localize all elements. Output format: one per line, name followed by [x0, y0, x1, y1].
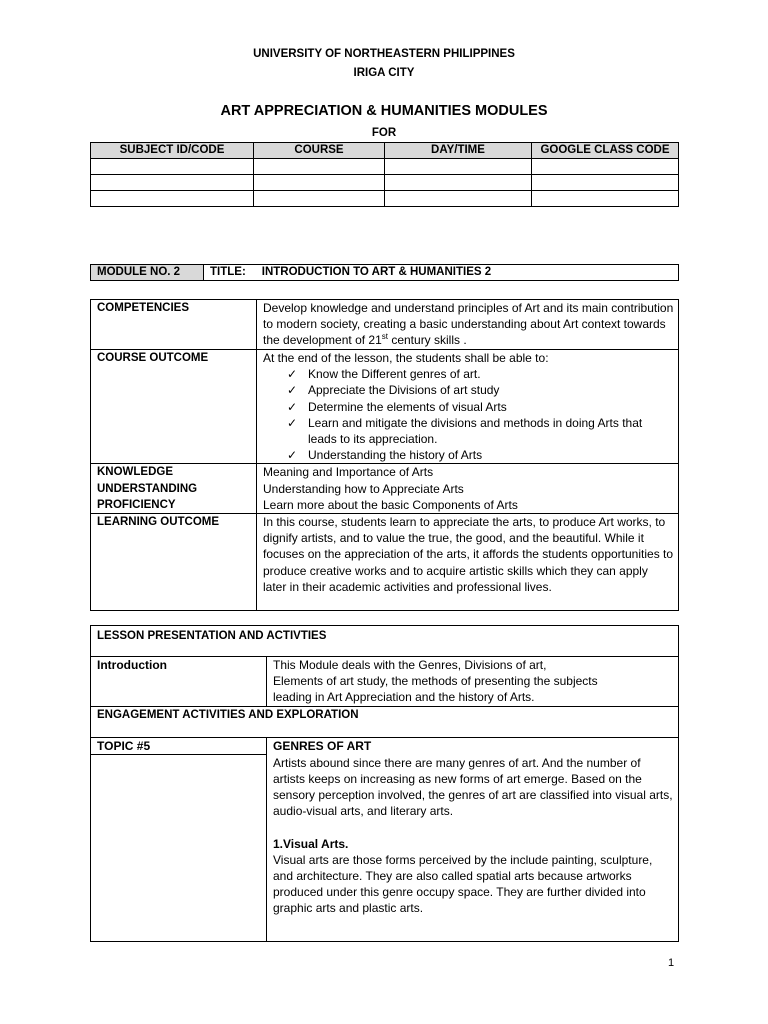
document-title: ART APPRECIATION & HUMANITIES MODULES — [220, 103, 548, 119]
introduction-line: leading in Art Appreciation and the history of Arts. — [273, 690, 535, 705]
list-item-text: Learn and mitigate the divisions and methods in doing Arts that leads to its appreciation. — [308, 415, 643, 447]
paragraph-spacer — [273, 820, 674, 836]
subject-id-cell[interactable] — [91, 175, 254, 191]
course-header: COURSE — [254, 143, 385, 159]
subject-id-cell[interactable] — [91, 191, 254, 207]
subject-header-row — [91, 143, 679, 159]
day-time-header: DAY/TIME — [385, 143, 532, 159]
engagement-row — [91, 707, 679, 738]
competencies-text-b: century skills . — [388, 333, 467, 348]
subject-info-table — [90, 142, 679, 207]
list-item — [287, 382, 674, 398]
check-icon: ✓ — [287, 383, 298, 398]
city-name: IRIGA CITY — [353, 67, 415, 79]
subject-id-header: SUBJECT ID/CODE — [91, 143, 254, 159]
day-time-cell[interactable] — [385, 175, 532, 191]
university-name: UNIVERSITY OF NORTHEASTERN PHILIPPINES — [253, 48, 515, 60]
course-cell[interactable] — [254, 159, 385, 175]
competencies-row — [91, 300, 679, 350]
list-item-text: Appreciate the Divisions of art study — [308, 383, 500, 398]
check-icon: ✓ — [287, 448, 298, 463]
engagement-heading: ENGAGEMENT ACTIVITIES AND EXPLORATION — [91, 707, 679, 738]
list-item — [287, 399, 674, 415]
competencies-sup: st — [381, 332, 388, 342]
knowledge-values — [257, 464, 679, 514]
lesson-heading-row — [91, 626, 679, 657]
course-outcome-row — [91, 350, 679, 464]
introduction-text — [267, 657, 679, 707]
table-row — [91, 175, 679, 191]
knowledge-label: KNOWLEDGE — [97, 466, 174, 479]
module-title-text: INTRODUCTION TO ART & HUMANITIES 2 — [261, 266, 492, 278]
list-item — [287, 447, 674, 463]
module-title — [204, 265, 679, 281]
lesson-table — [90, 625, 679, 942]
learning-outcome-text: In this course, students learn to appreciate the arts, to produce Art works, to dignify artists, and to value the true, the good, and the beautiful. While it focuses on the appreciation of the arts, it affords the students opportunities to produce creative works and to acquire artistic skills which they can apply later in their academic activities and professional lives. — [257, 514, 679, 611]
topic-title: GENRES OF ART — [267, 738, 679, 755]
proficiency-label: PROFICIENCY — [97, 498, 176, 511]
proficiency-value: Learn more about the basic Components of Arts — [263, 497, 518, 512]
topic-content-label-cell — [91, 755, 267, 942]
for-label: FOR — [371, 127, 397, 139]
course-outcome-list — [263, 366, 674, 463]
list-item — [287, 415, 674, 447]
check-icon: ✓ — [287, 367, 298, 382]
subject-id-cell[interactable] — [91, 159, 254, 175]
introduction-line: Elements of art study, the methods of presenting the subjects — [273, 674, 598, 689]
topic-paragraph: Artists abound since there are many genres of art. And the number of artists keeps on increasing as new forms of art emerge. Based on the sensory perception involved, the genres of art are classified into visual arts, audio-visual arts, and literary arts. — [273, 755, 673, 819]
competencies-text-a: Develop knowledge and understand principles of Art and its main contribution to modern society, creating a basic understanding about Art context towards the development of 21 — [263, 301, 674, 348]
list-item — [287, 366, 674, 382]
lesson-heading: LESSON PRESENTATION AND ACTIVTIES — [91, 626, 679, 657]
topic-label: TOPIC #5 — [91, 738, 267, 755]
visual-arts-paragraph: Visual arts are those forms perceived by the include painting, sculpture, and architecture. They are also called spatial arts because artworks produced under this genre occupy space. They are further divided into graphic arts and plastic arts. — [273, 852, 653, 916]
competencies-text — [257, 300, 679, 350]
module-title-label: TITLE: — [210, 266, 246, 278]
topic-row — [91, 738, 679, 755]
course-outcome-label: COURSE OUTCOME — [91, 350, 257, 464]
learning-outcome-row — [91, 514, 679, 611]
knowledge-value: Meaning and Importance of Arts — [263, 465, 434, 480]
understanding-label: UNDERSTANDING — [97, 482, 198, 495]
topic-content — [267, 755, 679, 942]
learning-outcome-label: LEARNING OUTCOME — [91, 514, 257, 611]
page-number: 1 — [668, 957, 675, 969]
introduction-label: Introduction — [91, 657, 267, 707]
list-item-text: Know the Different genres of art. — [308, 367, 481, 382]
knowledge-labels — [91, 464, 257, 514]
knowledge-row — [91, 464, 679, 514]
module-title-table — [90, 264, 679, 281]
module-number: MODULE NO. 2 — [91, 265, 204, 281]
google-class-code-cell[interactable] — [532, 159, 679, 175]
list-item-text: Determine the elements of visual Arts — [308, 399, 507, 414]
introduction-row — [91, 657, 679, 707]
topic-content-row — [91, 755, 679, 942]
table-row — [91, 159, 679, 175]
course-outcome-intro: At the end of the lesson, the students shall be able to: — [263, 351, 549, 365]
table-row — [91, 191, 679, 207]
introduction-line: This Module deals with the Genres, Divisions of art, — [273, 658, 547, 672]
check-icon: ✓ — [287, 415, 298, 430]
course-cell[interactable] — [254, 191, 385, 207]
day-time-cell[interactable] — [385, 159, 532, 175]
understanding-value: Understanding how to Appreciate Arts — [263, 481, 464, 496]
check-icon: ✓ — [287, 399, 298, 414]
google-class-code-cell[interactable] — [532, 175, 679, 191]
competencies-label: COMPETENCIES — [91, 300, 257, 350]
list-item-text: Understanding the history of Arts — [308, 448, 483, 463]
course-outcome-content — [257, 350, 679, 464]
google-class-code-header: GOOGLE CLASS CODE — [532, 143, 679, 159]
visual-arts-heading: 1.Visual Arts. — [273, 836, 349, 851]
day-time-cell[interactable] — [385, 191, 532, 207]
google-class-code-cell[interactable] — [532, 191, 679, 207]
competencies-table — [90, 299, 679, 611]
course-cell[interactable] — [254, 175, 385, 191]
